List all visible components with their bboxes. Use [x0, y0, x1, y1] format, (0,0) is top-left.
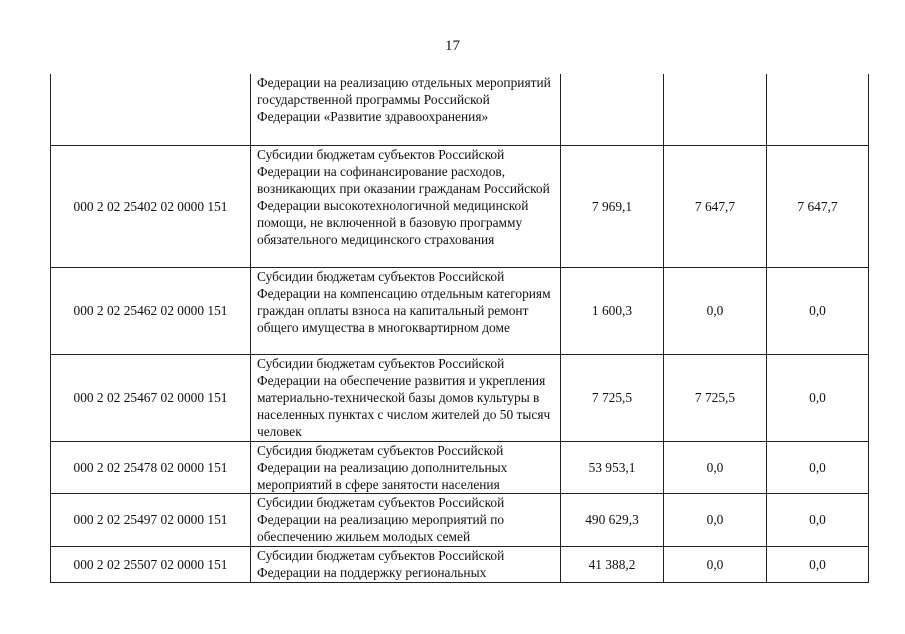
value-cell-year-2: [664, 74, 767, 145]
value-cell-year-1: 7 969,1: [561, 145, 664, 267]
table-row: [51, 74, 869, 145]
value-cell-year-2: 0,0: [664, 267, 767, 354]
value-cell-year-2: 0,0: [664, 546, 767, 582]
item-description-cell: Субсидии бюджетам субъектов Российской Федерации на компенсацию отдельным категориям граждан оплаты взноса на капитальный ремонт общего имущества в многоквартирном доме: [251, 267, 561, 354]
value-cell-year-3: 0,0: [767, 546, 869, 582]
item-description-cell: Субсидии бюджетам субъектов Российской Федерации на обеспечение развития и укрепления материально-технической базы домов культуры в населенных пунктах с числом жителей до 50 тысяч человек: [251, 354, 561, 441]
value-cell-year-1: 41 388,2: [561, 546, 664, 582]
value-cell-year-3: 0,0: [767, 493, 869, 546]
value-cell-year-3: 0,0: [767, 354, 869, 441]
budget-revenue-table: [50, 74, 869, 583]
value-cell-year-2: 7 647,7: [664, 145, 767, 267]
item-description-cell: Субсидии бюджетам субъектов Российской Федерации на реализацию мероприятий по обеспечению жильем молодых семей: [251, 493, 561, 546]
budget-code-cell: 000 2 02 25462 02 0000 151: [51, 267, 251, 354]
value-cell-year-1: 490 629,3: [561, 493, 664, 546]
budget-code-cell: 000 2 02 25478 02 0000 151: [51, 441, 251, 493]
value-cell-year-2: 0,0: [664, 493, 767, 546]
value-cell-year-3: [767, 74, 869, 145]
value-cell-year-1: 7 725,5: [561, 354, 664, 441]
budget-code-cell: 000 2 02 25402 02 0000 151: [51, 145, 251, 267]
table-row: [51, 267, 869, 354]
value-cell-year-3: 0,0: [767, 441, 869, 493]
table-row: [51, 354, 869, 441]
item-description-cell: Субсидии бюджетам субъектов Российской Федерации на софинансирование расходов, возникающих при оказании гражданам Российской Федерации высокотехнологичной медицинской помощи, не включенной в базовую программу обязательного медицинского страхования: [251, 145, 561, 267]
value-cell-year-3: 0,0: [767, 267, 869, 354]
item-description-cell: Федерации на реализацию отдельных мероприятий государственной программы Российской Федерации «Развитие здравоохранения»: [251, 74, 561, 145]
value-cell-year-1: 53 953,1: [561, 441, 664, 493]
table-row: [51, 493, 869, 546]
item-description-cell: Субсидии бюджетам субъектов Российской Федерации на поддержку региональных: [251, 546, 561, 582]
page-number: 17: [445, 38, 460, 54]
value-cell-year-1: 1 600,3: [561, 267, 664, 354]
value-cell-year-3: 7 647,7: [767, 145, 869, 267]
table-row: [51, 145, 869, 267]
budget-code-cell: 000 2 02 25497 02 0000 151: [51, 493, 251, 546]
budget-code-cell: 000 2 02 25467 02 0000 151: [51, 354, 251, 441]
table-row: [51, 546, 869, 582]
budget-code-cell: [51, 74, 251, 145]
value-cell-year-1: [561, 74, 664, 145]
value-cell-year-2: 0,0: [664, 441, 767, 493]
value-cell-year-2: 7 725,5: [664, 354, 767, 441]
item-description-cell: Субсидия бюджетам субъектов Российской Федерации на реализацию дополнительных мероприятий в сфере занятости населения: [251, 441, 561, 493]
table-row: [51, 441, 869, 493]
budget-code-cell: 000 2 02 25507 02 0000 151: [51, 546, 251, 582]
